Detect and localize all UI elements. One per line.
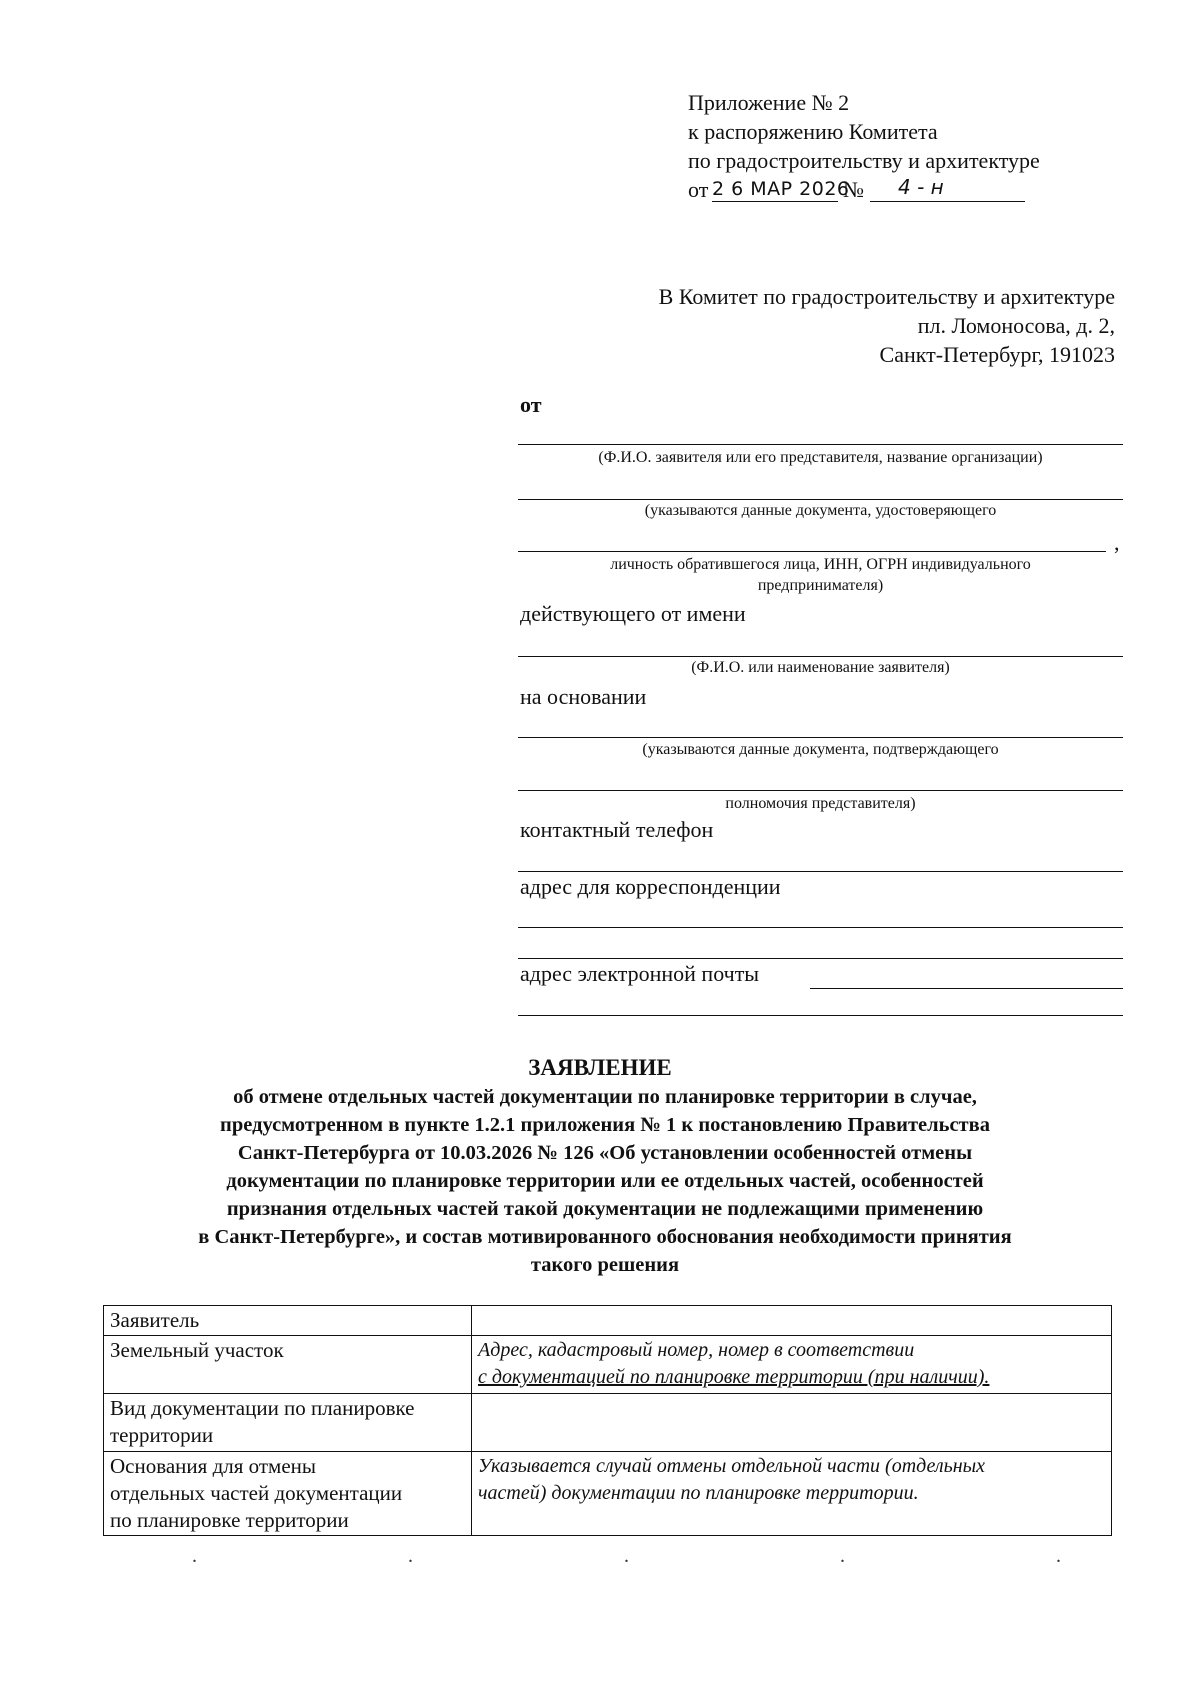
row-label-doc-type: Вид документации по планировке территории xyxy=(104,1394,472,1452)
addressee-city: Санкт-Петербург, 191023 xyxy=(879,342,1115,367)
appendix-number-handwritten: 4 - н xyxy=(898,175,944,199)
appendix-order-ref: к распоряжению Комитета xyxy=(688,119,938,144)
scan-dot: . xyxy=(840,1545,845,1567)
email-label: адрес электронной почты xyxy=(520,961,760,986)
row-label-applicant: Заявитель xyxy=(104,1306,472,1336)
subtitle-line: такого решения xyxy=(530,1254,680,1276)
subtitle-line: признания отдельных частей такой документации не подлежащими применению xyxy=(226,1198,984,1220)
authority-line xyxy=(518,790,1123,791)
table-row xyxy=(104,1452,1112,1536)
phone-label: контактный телефон xyxy=(520,817,714,842)
row-value-land-plot[interactable]: Адрес, кадастровый номер, номер в соответствии с документацией по планировке территории (при наличии). xyxy=(472,1336,1112,1394)
hint-id-document: (указываются данные документа, удостоверяющего xyxy=(644,502,997,519)
table-row xyxy=(104,1336,1112,1394)
table-row xyxy=(104,1306,1112,1336)
scan-dot: . xyxy=(408,1545,413,1567)
applicant-name-line xyxy=(518,444,1123,445)
hint-basis: (указываются данные документа, подтверждающего xyxy=(642,741,999,758)
date-underline xyxy=(712,201,838,202)
subtitle-line: предусмотренном в пункте 1.2.1 приложения № 1 к постановлению Правительства xyxy=(220,1114,990,1136)
appendix-date-stamp: 2 6 МАР 2026 xyxy=(712,178,850,200)
email-line xyxy=(810,988,1123,989)
mail-address-line-2 xyxy=(518,958,1123,959)
subtitle-line: в Санкт-Петербурге», и состав мотивированного обоснования необходимости принятия xyxy=(198,1226,1012,1248)
addressee-committee: В Комитет по градостроительству и архитектуре xyxy=(658,284,1115,309)
scan-dot: . xyxy=(1056,1545,1061,1567)
basis-label: на основании xyxy=(520,684,647,709)
subtitle-line: документации по планировке территории или ее отдельных частей, особенностей xyxy=(226,1170,984,1192)
statement-subtitle xyxy=(110,1083,1100,1279)
statement-table xyxy=(103,1305,1112,1536)
row-label-grounds: Основания для отмены отдельных частей документации по планировке территории xyxy=(104,1452,472,1536)
hint-principal-name: (Ф.И.О. или наименование заявителя) xyxy=(691,659,950,676)
mail-address-line-1 xyxy=(518,927,1123,928)
row-value-applicant[interactable] xyxy=(472,1306,1112,1336)
table-row xyxy=(104,1394,1112,1452)
appendix-committee: по градостроительству и архитектуре xyxy=(688,148,1040,173)
acting-on-behalf-label: действующего от имени xyxy=(520,601,746,626)
subtitle-line: Санкт-Петербурга от 10.03.2026 № 126 «Об установлении особенностей отмены xyxy=(237,1142,973,1164)
row-value-grounds[interactable]: Указывается случай отмены отдельной части (отдельных частей) документации по планировке территории. xyxy=(472,1452,1112,1536)
row-label-land-plot: Земельный участок xyxy=(104,1336,472,1394)
identity-comma: , xyxy=(1114,530,1120,555)
id-document-line xyxy=(518,499,1123,500)
basis-line xyxy=(518,737,1123,738)
identity-line xyxy=(518,551,1106,552)
hint-identity-2: предпринимателя) xyxy=(757,577,884,594)
from-label: от xyxy=(520,392,542,417)
number-underline xyxy=(870,201,1025,202)
appendix-number-prefix: № xyxy=(843,177,864,202)
phone-line xyxy=(518,871,1123,872)
scan-dot: . xyxy=(624,1545,629,1567)
hint-applicant-name: (Ф.И.О. заявителя или его представителя, название организации) xyxy=(598,449,1043,466)
addressee-street: пл. Ломоносова, д. 2, xyxy=(917,313,1115,338)
scan-dot: . xyxy=(192,1545,197,1567)
subtitle-line: об отмене отдельных частей документации по планировке территории в случае, xyxy=(233,1086,977,1108)
appendix-date-prefix: от xyxy=(688,177,709,202)
statement-title: ЗАЯВЛЕНИЕ xyxy=(528,1055,672,1080)
mail-address-label: адрес для корреспонденции xyxy=(520,874,781,899)
hint-identity-1: личность обратившегося лица, ИНН, ОГРН индивидуального xyxy=(610,556,1031,573)
email-extra-line xyxy=(518,1015,1123,1016)
row-value-doc-type[interactable] xyxy=(472,1394,1112,1452)
appendix-title: Приложение № 2 xyxy=(688,90,850,115)
principal-name-line xyxy=(518,656,1123,657)
hint-authority: полномочия представителя) xyxy=(725,795,916,812)
